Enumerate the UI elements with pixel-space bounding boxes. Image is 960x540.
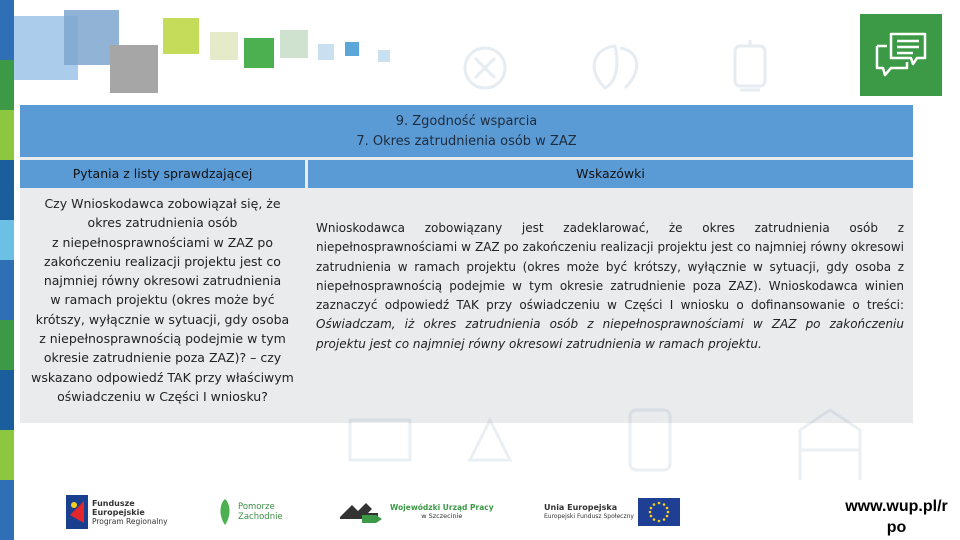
- column-header-questions: Pytania z listy sprawdzającej: [20, 160, 305, 188]
- deco-square: [345, 42, 359, 56]
- declaration-text: Oświadczam, iż okres zatrudnienia osób z niepełnosprawnościami w ZAZ po zakończeniu projektu jest co najmniej równy okresowi zatrudnienia w ramach projektu.: [316, 317, 904, 351]
- pz-line2: Zachodnie: [238, 512, 283, 522]
- question-line: z niepełnosprawnościami w ZAZ po: [52, 234, 273, 250]
- question-line: okres zatrudnienia osób: [87, 215, 238, 231]
- question-line: okresie zatrudnienie poza ZAZ)? – czy: [43, 350, 282, 366]
- eu-flag-icon: [638, 498, 680, 526]
- question-line: w ramach projektu (okres może być: [50, 292, 275, 308]
- unia-europejska-logo: [540, 492, 680, 532]
- deco-square: [318, 44, 334, 60]
- section-subtitle: 7. Okres zatrudnienia osób w ZAZ: [356, 134, 577, 149]
- question-line: krótszy, wyłącznie w sytuacji, gdy osoba: [35, 311, 290, 327]
- left-color-stripe: [0, 0, 14, 540]
- ue-line1: Unia Europejska: [544, 503, 618, 512]
- deco-square: [378, 50, 390, 62]
- fe-line3: Program Regionalny: [92, 516, 168, 526]
- question-line: zakończeniu realizacji projektu jest co: [44, 253, 281, 269]
- decorative-line-icons: [415, 38, 835, 98]
- question-line: z niepełnosprawnością podejmie w tym: [39, 331, 286, 347]
- section-title: 9. Zgodność wsparcia: [395, 114, 538, 129]
- tram-icon: [735, 40, 765, 90]
- wup-line1: Wojewódzki Urząd Pracy: [390, 503, 494, 512]
- leaf-icon: [594, 46, 637, 88]
- deco-square: [110, 45, 158, 93]
- deco-square: [280, 30, 308, 58]
- pz-leaf-icon: [216, 497, 234, 527]
- hint-text: Wnioskodawca zobowiązany jest zadeklarować, że okres zatrudnienia osób z niepełnosprawnościami w ZAZ po zakończeniu realizacji projektu jest co najmniej równy okresowi zatrudnienia w ramach projektu (okres może być krótszy, wyłącznie w sytuacji, gdy osoba z niepełnosprawnością podejmie w tym okresie zatrudnienie poza ZAZ). Wnioskodawca winien zaznaczyć odpowiedź TAK przy oświadczeniu w Części I wniosku o dofinansowanie o treści:: [316, 221, 904, 313]
- recycle-icon: [465, 48, 505, 88]
- hint-cell: [308, 191, 913, 423]
- speech-bubbles-icon: [860, 14, 942, 96]
- deco-square: [244, 38, 274, 68]
- question-line: wskazano odpowiedź TAK przy właściwym: [31, 369, 294, 385]
- question-cell: [20, 191, 305, 423]
- url-line2: po: [886, 519, 907, 536]
- fe-line2: Europejskie: [92, 507, 145, 517]
- content-table: [20, 105, 913, 423]
- fe-star-icon: [66, 495, 88, 529]
- question-line: Czy Wnioskodawca zobowiązał się, że: [44, 196, 281, 211]
- wup-logo: [338, 492, 494, 532]
- fundusze-europejskie-logo: [66, 492, 168, 532]
- question-line: najmniej równy okresowi zatrudnienia: [43, 273, 282, 289]
- pz-line1: Pomorze: [238, 502, 275, 512]
- url-line1: www.wup.pl/r: [845, 498, 948, 515]
- column-header-hints: Wskazówki: [308, 160, 913, 188]
- website-url[interactable]: [833, 496, 960, 540]
- wup-arrow-icon: [338, 499, 384, 525]
- wup-line2: w Szczecinie: [421, 512, 463, 520]
- deco-square: [163, 18, 199, 54]
- fe-line1: Fundusze: [92, 498, 135, 508]
- section-header: [20, 105, 913, 157]
- deco-square: [210, 32, 238, 60]
- pomorze-zachodnie-logo: [216, 492, 283, 532]
- question-line: oświadczeniu w Części I wniosku?: [57, 388, 268, 404]
- ue-line2: Europejski Fundusz Społeczny: [544, 513, 634, 520]
